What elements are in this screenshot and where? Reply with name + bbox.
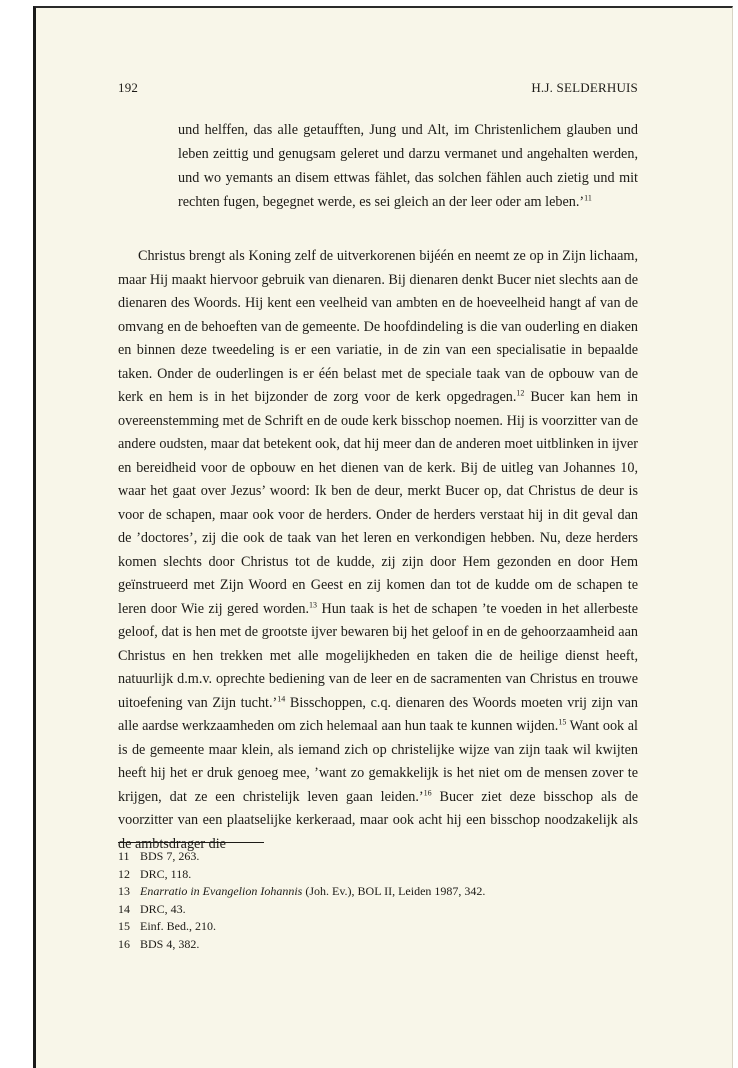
footnote [118, 866, 638, 884]
footnote [118, 848, 638, 866]
note-ref-16: 16 [423, 787, 432, 797]
body-segment-4: Bisschoppen, c.q. dienaren des Woords moeten vrij zijn van alle aardse werkzaamheden om zich helemaal aan hun taak te kunnen wijden. [118, 694, 638, 734]
footnote-number: 15 [118, 919, 130, 933]
footnote-number: 16 [118, 936, 130, 951]
footnote-text: DRC, 118. [140, 866, 192, 881]
footnote-number: 11 [118, 849, 130, 863]
page-number: 192 [118, 80, 139, 95]
footnote-text: BDS 7, 263. [140, 849, 200, 863]
footnote-text: BDS 4, 382. [140, 936, 200, 951]
footnote [118, 936, 638, 954]
footnote [118, 901, 638, 919]
body-segment-1: Christus brengt als Koning zelf de uitverkorenen bijéén en neemt ze op in Zijn lichaam, maar Hij maakt hiervoor gebruik van dienaren. Bij dienaren denkt Bucer niet slechts aan de dienaren des Woords. Hij kent een veelheid van ambten en de hoeveelheid hangt af van de omvang en de behoeften van de gemeente. De hoofdindeling is die van ouderling en diaken en binnen deze tweedeling is er een variatie, in de zin van een specialisatie in bepaalde taken. Onder de ouderlingen is er één belast met de speciale taak van de opbouw van de kerk en hem is in het bijzonder de zorg voor de kerk opgedragen. [118, 248, 638, 405]
footnote [118, 918, 638, 936]
footnote-text: (Joh. Ev.), BOL II, Leiden 1987, 342. [302, 884, 486, 898]
body-segment-2: Bucer kan hem in overeenstemming met de Schrift en de oude kerk bisschop noemen. Hij is voorzitter van de andere oudsten, maar dat betekent ook, dat hij meer dan de anderen moet uitblinken in ijver en bereidheid voor de opbouw en het dienen van de kerk. Bij de uitleg van Johannes 10, waar het gaat over Jezus’ woord: Ik ben de deur, merkt Bucer op, dat Christus de deur is voor de schapen, maar ook voor de herders. Onder de herders verstaat hij in dit geval dan de ’doctores’, zij die ook de taak van het leren en verkondigen hebben. Nu, deze herders komen slechts door Christus tot de kudde, zij zijn door Hem gezonden en door Hem geïnstrueerd met Zijn Woord en Geest en zij komen dan tot de kudde om de schapen te leren door Wie zij gered worden. [118, 389, 638, 617]
block-quote-text: und helffen, das alle getaufften, Jung und Alt, im Christenlichem glauben und leben zeittig und genugsam geleret und darzu vermanet und angehalten werden, und wo yemants an disem ettwas fählet, das solchen fählen auch zietig und mit rechten fugen, begegnet werde, es sei gleich an der leer oder am leben.’ [178, 122, 638, 210]
footnote-number: 12 [118, 866, 130, 881]
footnote-number: 13 [118, 884, 130, 898]
note-ref-13: 13 [309, 599, 318, 609]
body-paragraph [118, 245, 638, 856]
block-quote [178, 118, 638, 214]
footnote [118, 883, 638, 901]
footnote-title: Enarratio in Evangelion Iohannis [140, 884, 303, 898]
footnote-number: 14 [118, 901, 130, 916]
body-segment-3: Hun taak is het de schapen ’te voeden in het allerbeste geloof, dat is hen met de grootste ijver bewaren bij het geloof in en de gehoorzaamheid aan Christus en hen trekken met alle mogelijkheden en taken die de heilige dienst heeft, natuurlijk d.m.v. oprechte bediening van de leer en de sacramenten van Christus en trouwe uitoefening van Zijn tucht.’ [118, 600, 638, 711]
note-ref-15: 15 [558, 717, 567, 727]
footnote-text: DRC, 43. [140, 901, 186, 916]
note-ref-14: 14 [277, 693, 286, 703]
body-segment-5: Want ook al is de gemeente maar klein, als iemand zich op christelijke wijze van zijn taak wil kwijten heeft hij het er druk genoeg mee, ’want zo gemakkelijk is het niet om de mensen zover te krijgen, dat ze een christelijk leven gaan leiden.’ [118, 718, 638, 805]
running-head-author: H.J. SELDERHUIS [531, 80, 638, 95]
note-ref-12: 12 [516, 388, 525, 398]
footnote-text: Einf. Bed., 210. [140, 919, 216, 933]
footnotes [118, 848, 638, 953]
note-ref-11: 11 [584, 193, 592, 203]
footnote-rule [118, 842, 264, 843]
body-segment-6: Bucer ziet deze bisschop als de voorzitter van een plaatselijke kerkeraad, maar ook acht hij een bisschop noodzakelijk als de ambtsdrager die [118, 788, 638, 852]
